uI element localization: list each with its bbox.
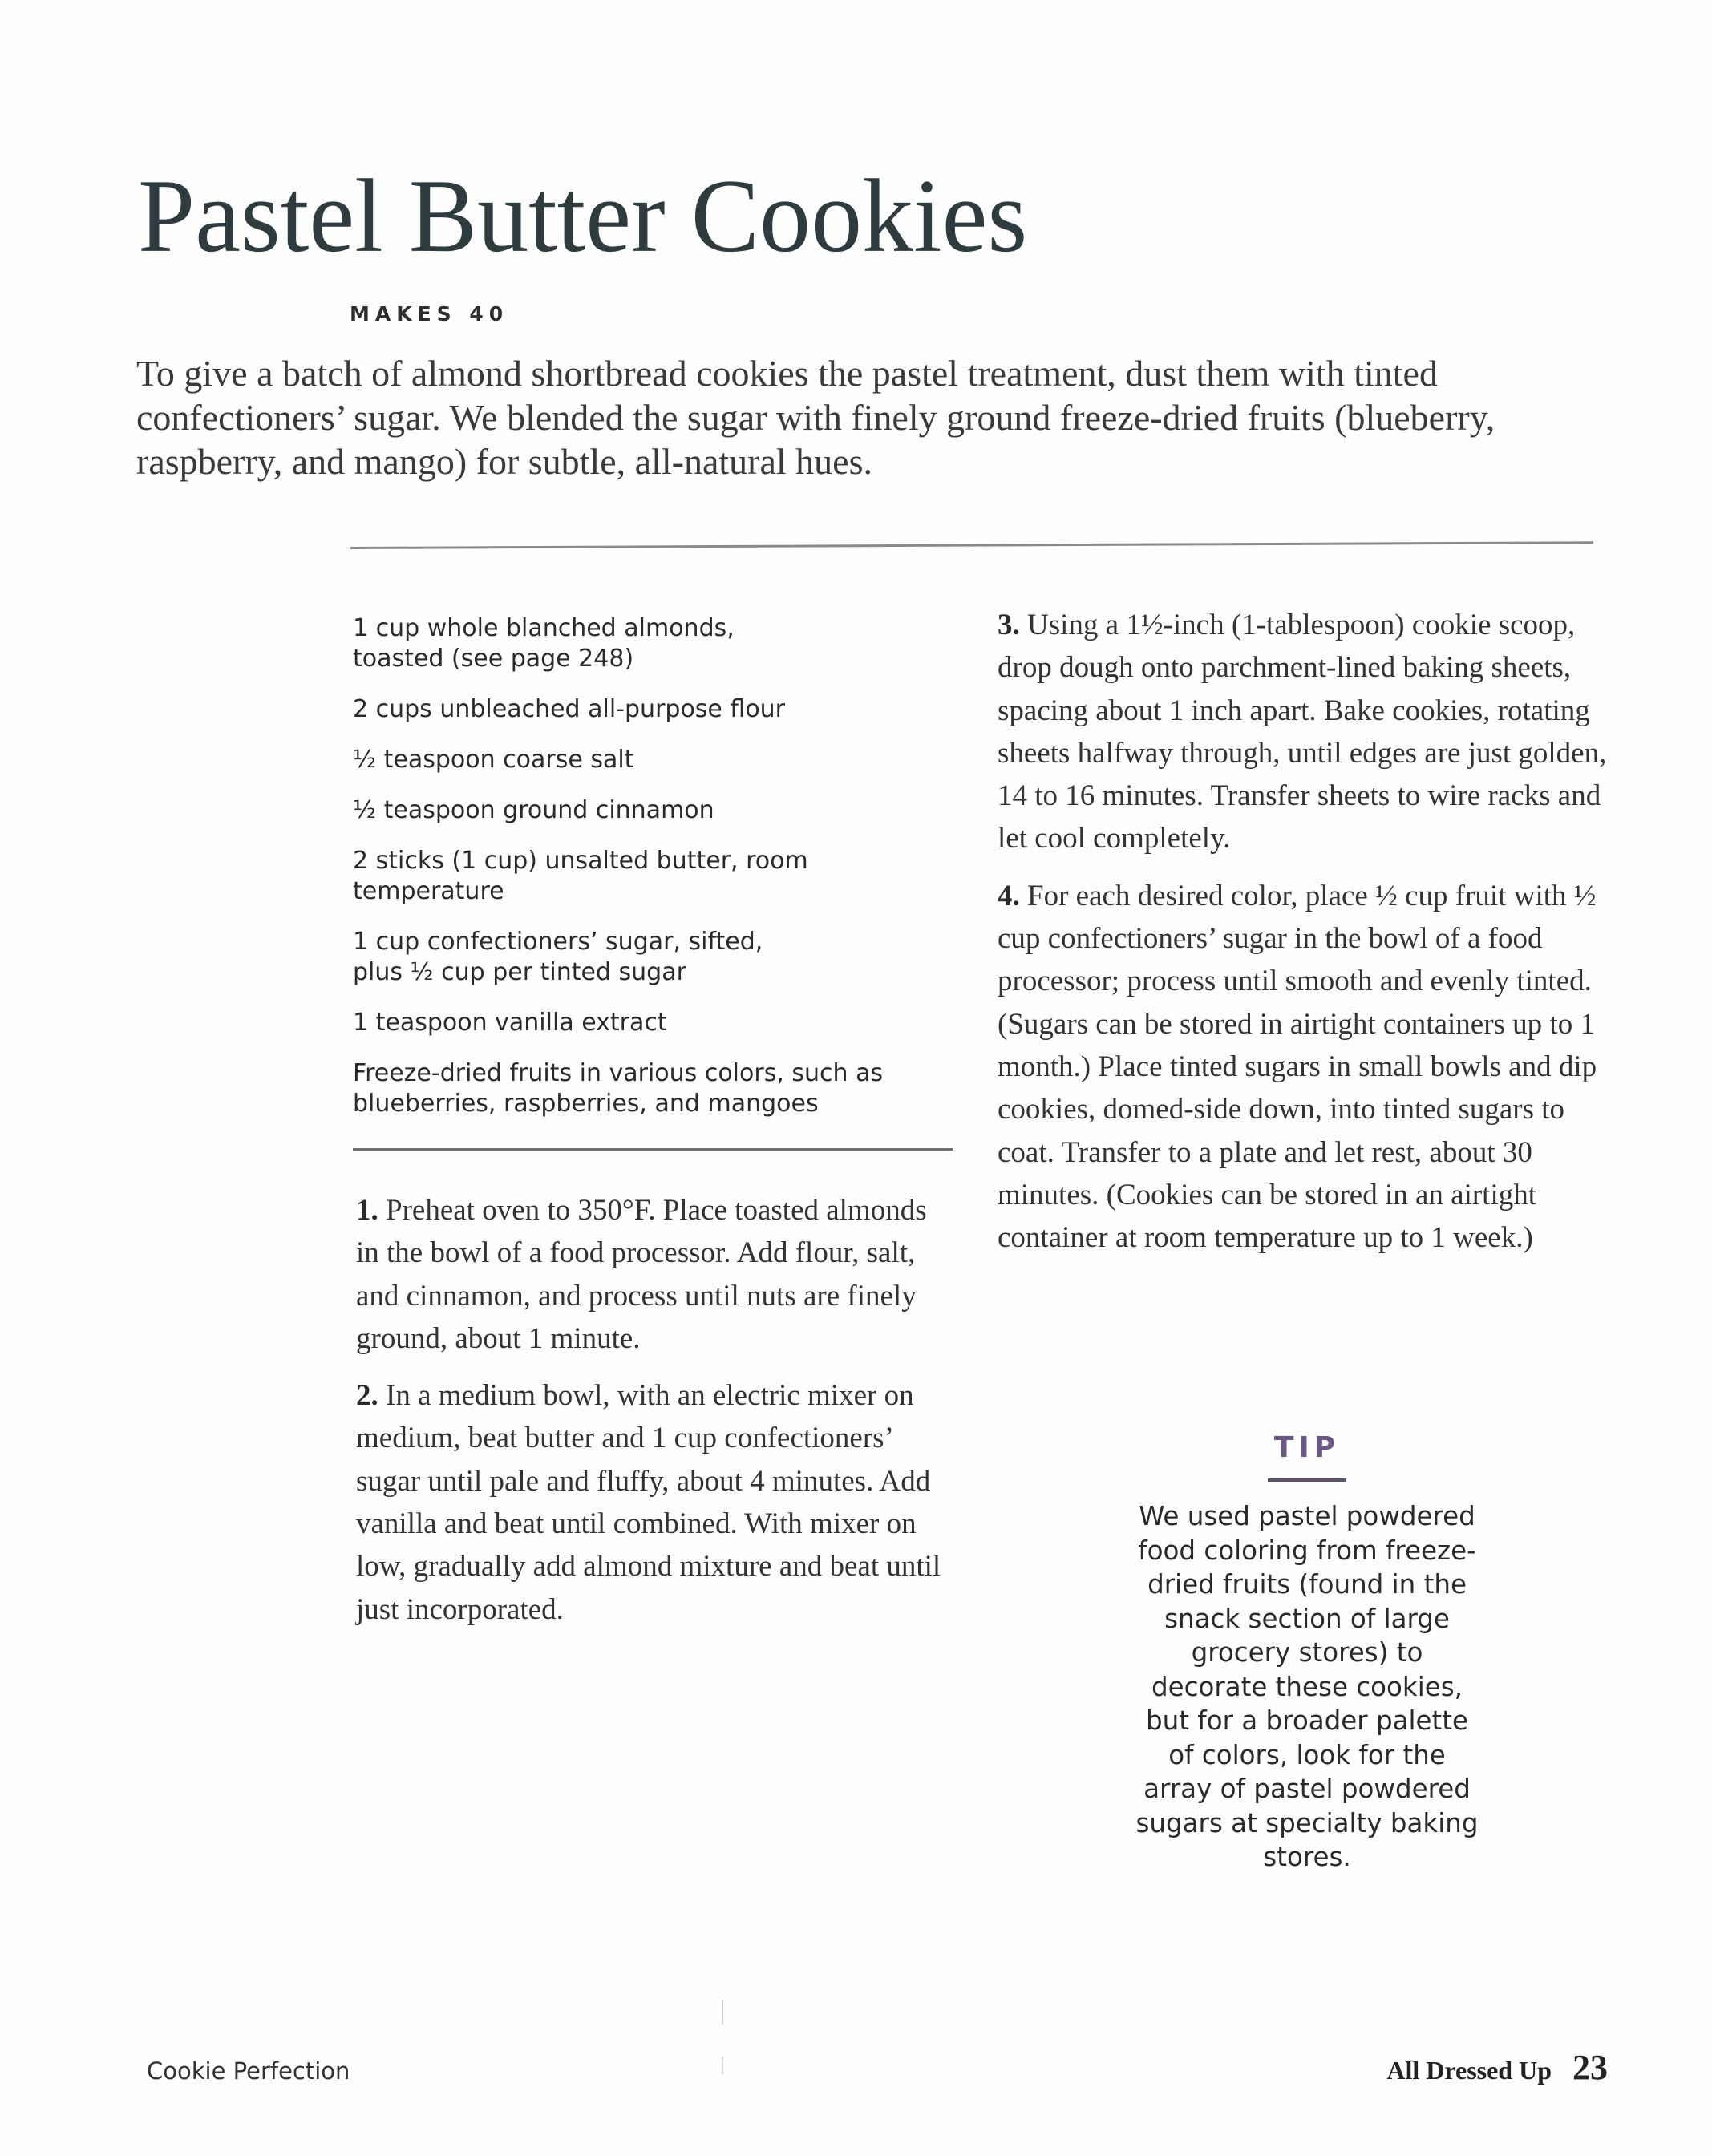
footer-book-title: Cookie Perfection bbox=[147, 2057, 350, 2085]
step-text: For each desired color, place ½ cup fruit with ½ cup confectioners’ sugar in the bowl of a food processor; process until smooth and evenly tinted. (Sugars can be stored in airtight containers up to 1 month.) Place tinted sugars in small bowls and dip cookies, domed-side down, into tinted sugars to coat. Transfer to a plate and let rest, about 30 minutes. (Cookies can be stored in an airtight container at room temperature up to 1 week.) bbox=[998, 879, 1597, 1255]
ingredient-item: 2 sticks (1 cup) unsalted butter, room temperature bbox=[353, 847, 808, 905]
step-number: 1. bbox=[356, 1194, 378, 1227]
steps-column-right bbox=[998, 604, 1607, 1273]
footer-section bbox=[1386, 2047, 1608, 2088]
tip-box bbox=[1115, 1431, 1500, 1875]
scan-mark bbox=[722, 2057, 723, 2074]
step-number: 2. bbox=[356, 1379, 378, 1413]
tip-divider bbox=[1268, 1478, 1346, 1482]
ingredient-item: ½ teaspoon ground cinnamon bbox=[353, 796, 714, 824]
step-text: Using a 1½-inch (1-tablespoon) cookie scoop, drop dough onto parchment-lined baking sheets, spacing about 1 inch apart. Bake cookies, rotating sheets halfway through, until edges are just golden, 14 to 16 minutes. Transfer sheets to wire racks and let cool completely. bbox=[998, 609, 1607, 856]
step-number: 3. bbox=[998, 609, 1020, 641]
steps-column-left bbox=[356, 1189, 949, 1645]
step-2 bbox=[356, 1374, 949, 1631]
page-number: 23 bbox=[1572, 2048, 1608, 2087]
recipe-intro: To give a batch of almond shortbread cookies the pastel treatment, dust them with tinted confectioners’ sugar. We blended the sugar with finely ground freeze-dried fruits (blueberry, raspberry, and mango) for subtle, all-natural hues. bbox=[136, 353, 1495, 482]
tip-label: TIP bbox=[1273, 1431, 1341, 1464]
ingredient-item: 1 teaspoon vanilla extract bbox=[353, 1009, 667, 1037]
recipe-title: Pastel Butter Cookies bbox=[138, 157, 1028, 274]
footer-section-title: All Dressed Up bbox=[1386, 2056, 1552, 2085]
step-4 bbox=[998, 875, 1607, 1260]
ingredient-item: 1 cup whole blanched almonds, toasted (see page 248) bbox=[353, 614, 735, 673]
recipe-yield: MAKES 40 bbox=[350, 302, 509, 326]
ingredient-item: 1 cup confectioners’ sugar, sifted, plus ½ cup per tinted sugar bbox=[353, 928, 763, 986]
step-3 bbox=[998, 604, 1607, 860]
ingredient-list bbox=[353, 613, 962, 1139]
tip-text: We used pastel powdered food coloring from freeze-dried fruits (found in the snack section of large grocery stores) to decorate these cookies, but for a broader palette of colors, look for the array of pastel powdered sugars at specialty baking stores. bbox=[1135, 1501, 1479, 1872]
ingredient-item: Freeze-dried fruits in various colors, such as blueberries, raspberries, and mangoes bbox=[353, 1059, 884, 1118]
step-text: Preheat oven to 350°F. Place toasted almonds in the bowl of a food processor. Add flour, salt, and cinnamon, and process until nuts are finely ground, about 1 minute. bbox=[356, 1194, 927, 1355]
ingredient-item: 2 cups unbleached all-purpose flour bbox=[353, 695, 786, 723]
ingredient-item: ½ teaspoon coarse salt bbox=[353, 746, 634, 774]
step-number: 4. bbox=[998, 879, 1020, 912]
step-1 bbox=[356, 1189, 949, 1360]
divider-ingredients bbox=[353, 1148, 953, 1151]
step-text: In a medium bowl, with an electric mixer on medium, beat butter and 1 cup confectioners’ sugar until pale and fluffy, about 4 minutes. Add vanilla and beat until combined. With mixer on low, gradually add almond mixture and beat until just incorporated. bbox=[356, 1379, 941, 1626]
divider-top bbox=[350, 541, 1593, 549]
scan-mark bbox=[722, 2000, 723, 2025]
